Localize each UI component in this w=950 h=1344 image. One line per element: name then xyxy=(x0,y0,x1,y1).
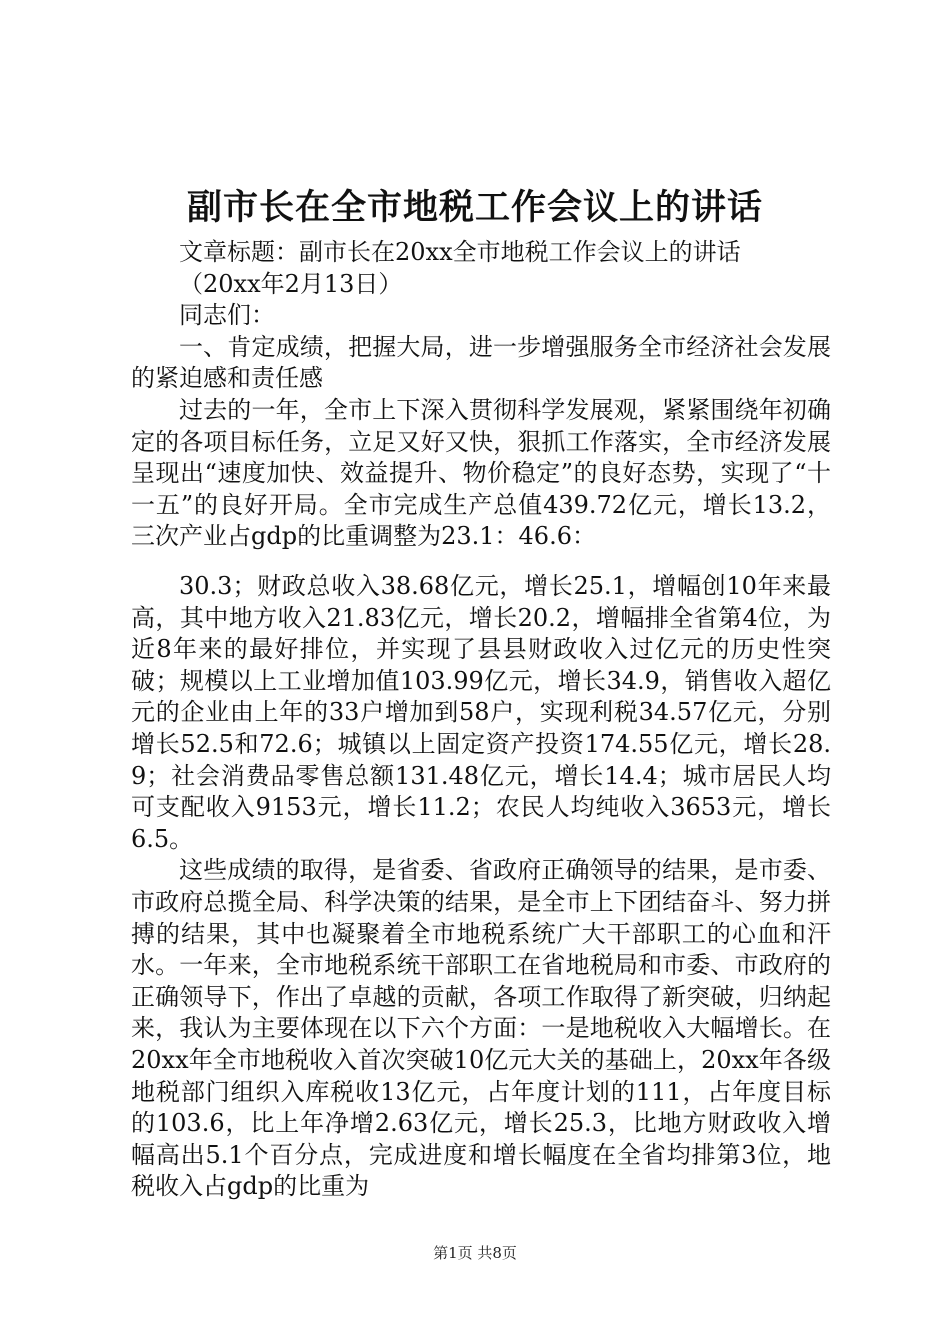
body-block-top xyxy=(131,237,831,553)
body-block-bottom xyxy=(131,571,831,1203)
paragraph-3: 这些成绩的取得，是省委、省政府正确领导的结果，是市委、市政府总揽全局、科学决策的结果，是全市上下团结奋斗、努力拼搏的结果，其中也凝聚着全市地税系统广大干部职工的心血和汗水。一年来，全市地税系统干部职工在省地税局和市委、市政府的正确领导下，作出了卓越的贡献，各项工作取得了新突破，归纳起来，我认为主要体现在以下六个方面：一是地税收入大幅增长。在20xx年全市地税收入首次突破10亿元大关的基础上，20xx年各级地税部门组织入库税收13亿元，占年度计划的111，占年度目标的103.6，比上年净增2.63亿元，增长25.3，比地方财政收入增幅高出5.1个百分点，完成进度和增长幅度在全省均排第3位，地税收入占gdp的比重为 xyxy=(131,856,831,1201)
article-title-line: 文章标题：副市长在20xx全市地税工作会议上的讲话 xyxy=(179,238,741,266)
page-number-footer: 第1页 共8页 xyxy=(433,1244,517,1262)
paragraph-1: 过去的一年，全市上下深入贯彻科学发展观，紧紧围绕年初确定的各项目标任务，立足又好又快，狠抓工作落实，全市经济发展呈现出“速度加快、效益提升、物价稳定”的良好态势，实现了“十一五”的良好开局。全市完成生产总值439.72亿元，增长13.2，三次产业占gdp的比重调整为23.1：46.6： xyxy=(131,395,831,551)
salutation: 同志们： xyxy=(179,301,275,330)
paragraph-2: 30.3；财政总收入38.68亿元，增长25.1，增幅创10年来最高，其中地方收入21.83亿元，增长20.2，增幅排全省第4位，为近8年来的最好排位，并实现了县县财政收入过亿元的历史性突破；规模以上工业增加值103.99亿元，增长34.9，销售收入超亿元的企业由上年的33户增加到58户，实现利税34.57亿元，分别增长52.5和72.6；城镇以上固定资产投资174.55亿元，增长28.9；社会消费品零售总额131.48亿元，增长14.4；城市居民人均可支配收入9153元，增长11.2；农民人均纯收入3653元，增长6.5。 xyxy=(131,572,831,853)
section-heading: 一、肯定成绩，把握大局，进一步增强服务全市经济社会发展的紧迫感和责任感 xyxy=(131,332,831,393)
date-line: （20xx年2月13日） xyxy=(179,269,403,298)
page-title: 副市长在全市地税工作会议上的讲话 xyxy=(186,188,763,228)
